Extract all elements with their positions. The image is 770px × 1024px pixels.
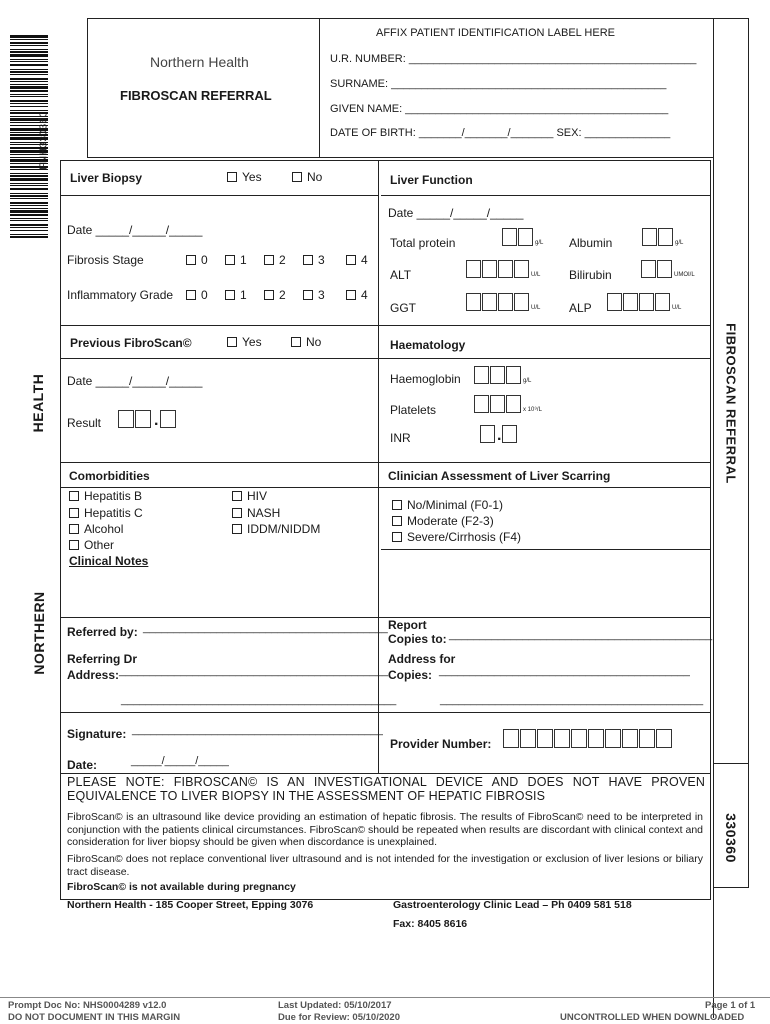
alp-unit: U/L — [672, 305, 682, 312]
scarring-severe[interactable]: Severe/Cirrhosis (F4) — [392, 530, 521, 544]
total-protein-input[interactable] — [502, 228, 543, 246]
prev-fibroscan-yes-label: Yes — [242, 335, 262, 349]
liver-biopsy-no-checkbox[interactable] — [292, 172, 302, 182]
inflammatory-grade-4[interactable]: 4 — [346, 288, 368, 302]
comorbidity-iddm-niddm[interactable]: IDDM/NIDDM — [232, 522, 320, 536]
provider-number-label: Provider Number: — [390, 737, 492, 751]
form-title: FIBROSCAN REFERRAL — [120, 88, 272, 103]
notice-paragraph-2: FibroScan© does not replace conventional liver ultrasound and is not intended for the investigation or exclusion of liver lesions or biliary tract disease. — [67, 853, 703, 878]
prev-fibroscan-no-label: No — [306, 335, 322, 349]
inflammatory-grade-2[interactable]: 2 — [264, 288, 286, 302]
fibrosis-stage-3[interactable]: 3 — [303, 253, 325, 267]
ur-number-field[interactable]: U.R. NUMBER: _______________________________________________ — [330, 53, 697, 65]
barcode-number: FNH330360 — [38, 111, 50, 170]
ggt-unit: U/L — [531, 305, 541, 312]
side-text-doc-code: 330360 — [723, 813, 739, 863]
prev-fibroscan-title: Previous FibroScan© — [70, 336, 192, 350]
contact-fax: Fax: 8405 8616 — [393, 918, 468, 930]
notice-heading — [67, 775, 705, 803]
fibrosis-stage-2[interactable]: 2 — [264, 253, 286, 267]
bilirubin-label: Bilirubin — [569, 268, 612, 282]
address-copies-label-1: Address for — [388, 652, 456, 666]
referred-by-field[interactable]: ________________________________________ — [143, 622, 388, 634]
liver-biopsy-yes-label: Yes — [242, 170, 262, 184]
signature-label: Signature: — [67, 727, 127, 741]
liver-biopsy-title: Liver Biopsy — [70, 171, 143, 185]
notice-pregnancy: FibroScan© is not available during pregnancy — [67, 881, 296, 893]
comorbidities-title: Comorbidities — [69, 469, 150, 483]
scarring-minimal[interactable]: No/Minimal (F0-1) — [392, 498, 503, 512]
footer-page: Page 1 of 1 — [705, 1000, 756, 1011]
inflammatory-grade-label: Inflammatory Grade — [67, 288, 174, 302]
inflammatory-grade-0[interactable]: 0 — [186, 288, 208, 302]
comorbidity-hepatitis-c[interactable]: Hepatitis C — [69, 506, 143, 520]
clinical-notes-label: Clinical Notes — [69, 554, 149, 568]
signature-date-field[interactable]: _____/_____/_____ — [131, 755, 229, 767]
referring-dr-label-1: Referring Dr — [67, 652, 138, 666]
footer-due-review: Due for Review: 05/10/2020 — [278, 1012, 400, 1023]
address-copies-label-2: Copies: — [388, 668, 433, 682]
haemoglobin-label: Haemoglobin — [390, 372, 461, 386]
fibrosis-stage-0[interactable]: 0 — [186, 253, 208, 267]
liver-biopsy-no-label: No — [307, 170, 323, 184]
platelets-input[interactable] — [474, 395, 542, 413]
notice-paragraph-1: FibroScan© is an ultrasound like device providing an estimation of hepatic fibrosis. The results of FibroScan© need to be interpreted in conjunction with the patients clinical circumstances. FibroScan© should be repeated when results are discordant with clinical context and consideration for liver biopsy should be given when discordance is unexplained. — [67, 811, 703, 848]
haemoglobin-input[interactable] — [474, 366, 531, 384]
albumin-input[interactable] — [642, 228, 683, 246]
alp-label: ALP — [569, 301, 592, 315]
haematology-title: Haematology — [390, 338, 466, 352]
signature-date-label: Date: — [67, 758, 98, 772]
dob-sex-field[interactable]: DATE OF BIRTH: _______/_______/_______ SEX: ______________ — [330, 127, 671, 139]
address-copies-field-2[interactable]: ___________________________________________ — [440, 694, 704, 706]
ggt-input[interactable] — [466, 293, 540, 311]
alp-input[interactable] — [607, 293, 681, 311]
liver-function-date-field[interactable]: Date _____/_____/_____ — [388, 206, 524, 220]
platelets-label: Platelets — [390, 403, 437, 417]
liver-function-title: Liver Function — [390, 173, 473, 187]
report-copies-label-1: Report — [388, 618, 427, 632]
provider-number-input[interactable] — [503, 729, 673, 748]
albumin-label: Albumin — [569, 236, 613, 250]
footer-doc-no: Prompt Doc No: NHS0004289 v12.0 — [8, 1000, 167, 1011]
comorbidity-hepatitis-b[interactable]: Hepatitis B — [69, 489, 142, 503]
comorbidity-alcohol[interactable]: Alcohol — [69, 522, 123, 536]
footer-uncontrolled: UNCONTROLLED WHEN DOWNLOADED — [560, 1012, 745, 1023]
bilirubin-input[interactable] — [641, 260, 695, 278]
side-text-health: HEALTH — [30, 373, 46, 433]
contact-clinic-lead: Gastroenterology Clinic Lead – Ph 0409 581 518 — [393, 899, 632, 911]
prev-fibroscan-result-label: Result — [67, 416, 102, 430]
fibrosis-stage-1[interactable]: 1 — [225, 253, 247, 267]
clinician-assessment-title: Clinician Assessment of Liver Scarring — [388, 469, 611, 483]
alt-unit: U/L — [531, 272, 541, 279]
comorbidity-other[interactable]: Other — [69, 538, 114, 552]
liver-biopsy-date-field[interactable]: Date _____/_____/_____ — [67, 223, 203, 237]
patient-label-title: AFFIX PATIENT IDENTIFICATION LABEL HERE — [376, 27, 615, 39]
contact-address: Northern Health - 185 Cooper Street, Epping 3076 — [67, 899, 314, 911]
prev-fibroscan-yes-checkbox[interactable] — [227, 337, 237, 347]
surname-field[interactable]: SURNAME: _____________________________________________ — [330, 78, 667, 90]
signature-field[interactable]: _________________________________________ — [132, 724, 383, 736]
fibrosis-stage-label: Fibrosis Stage — [67, 253, 144, 267]
clinical-notes-area[interactable] — [62, 570, 376, 615]
notice-heading-text: PLEASE NOTE: FIBROSCAN© IS AN INVESTIGATIONAL DEVICE AND DOES NOT HAVE PROVEN EQUIVALENCE TO LIVER BIOPSY IN THE ASSESSMENT OF HEPATIC FIBROSIS — [67, 775, 705, 803]
given-name-field[interactable]: GIVEN NAME: ___________________________________________ — [330, 103, 669, 115]
footer-last-updated: Last Updated: 05/10/2017 — [278, 1000, 392, 1011]
scarring-moderate[interactable]: Moderate (F2-3) — [392, 514, 494, 528]
inflammatory-grade-3[interactable]: 3 — [303, 288, 325, 302]
inr-input[interactable]: . — [480, 425, 518, 445]
alt-label: ALT — [390, 268, 412, 282]
fibrosis-stage-4[interactable]: 4 — [346, 253, 368, 267]
prev-fibroscan-no-checkbox[interactable] — [291, 337, 301, 347]
side-text-northern: NORTHERN — [31, 591, 47, 675]
prev-fibroscan-date-field[interactable]: Date _____/_____/_____ — [67, 374, 203, 388]
report-copies-label-2: Copies to: — [388, 632, 447, 646]
inr-label: INR — [390, 431, 411, 445]
referring-dr-address-field[interactable]: ____________________________________________ — [119, 665, 389, 677]
total-protein-label: Total protein — [390, 236, 456, 250]
referring-dr-label-2: Address: — [67, 668, 120, 682]
comorbidity-hiv[interactable]: HIV — [232, 489, 267, 503]
org-logo-text: Northern Health — [150, 54, 249, 70]
comorbidity-nash[interactable]: NASH — [232, 506, 280, 520]
report-copies-field[interactable]: ___________________________________________ — [449, 629, 713, 641]
address-copies-field[interactable]: _________________________________________ — [439, 665, 690, 677]
total-protein-unit: g/L — [535, 240, 544, 247]
referred-by-label: Referred by: — [67, 625, 138, 639]
referring-dr-address-field-2[interactable]: _____________________________________________ — [121, 694, 397, 706]
inflammatory-grade-1[interactable]: 1 — [225, 288, 247, 302]
prev-fibroscan-result-input[interactable]: . — [118, 410, 177, 430]
footer-margin-note: DO NOT DOCUMENT IN THIS MARGIN — [8, 1012, 181, 1023]
albumin-unit: g/L — [675, 240, 684, 247]
haemoglobin-unit: g/L — [523, 378, 532, 385]
liver-biopsy-yes-checkbox[interactable] — [227, 172, 237, 182]
ggt-label: GGT — [390, 301, 416, 315]
side-text-fibroscan-referral: FIBROSCAN REFERRAL — [723, 323, 739, 484]
alt-input[interactable] — [466, 260, 540, 278]
platelets-unit: x 10⁹/L — [523, 407, 542, 414]
bilirubin-unit: UMOI/L — [674, 272, 695, 279]
